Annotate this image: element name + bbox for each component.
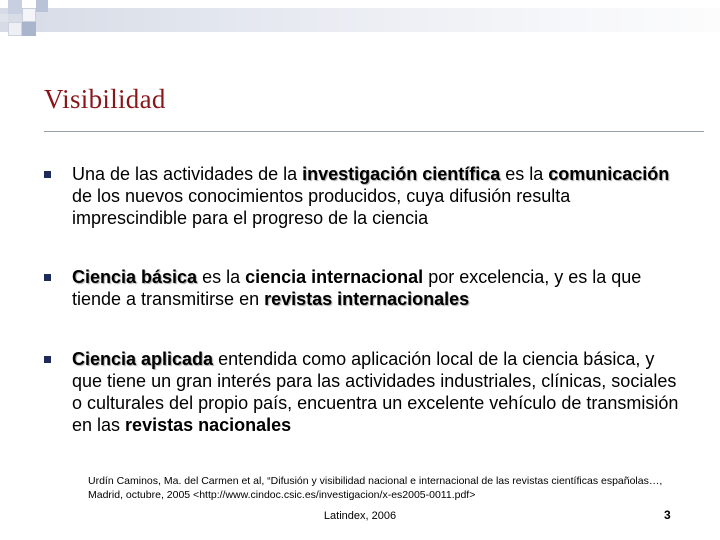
bullet-text <box>72 266 684 310</box>
bullet-text-bold: revistas nacionales <box>125 415 292 435</box>
square-bullet-icon <box>44 274 51 281</box>
bullet-text-emphasis: comunicación <box>548 164 670 184</box>
bullet-text <box>72 348 684 436</box>
header-decoration-band <box>0 8 720 32</box>
bullet-item-2 <box>44 266 684 310</box>
bullet-item-3 <box>44 348 684 436</box>
decoration-square <box>8 22 22 36</box>
page-number: 3 <box>664 508 671 522</box>
bullet-text-segment: por excelencia, y es la que tiende a transmitirse en <box>72 267 642 309</box>
bullet-text-segment: es la <box>197 267 246 287</box>
square-bullet-icon <box>44 171 51 178</box>
slide-title: Visibilidad <box>44 84 166 114</box>
decoration-square <box>22 22 36 36</box>
bullet-text-emphasis: Ciencia básica <box>72 267 198 287</box>
bullet-text <box>72 163 684 229</box>
bullet-text-bold: ciencia internacional <box>245 267 424 287</box>
bullet-item-1 <box>44 163 684 229</box>
citation-reference: Urdín Caminos, Ma. del Carmen et al, “Difusión y visibilidad nacional e internacional de las revistas científicas españolas…, Madrid, octubre, 2005 <http://www.cindoc.csic.es/investigacion/x-es2005-0011.pdf> <box>88 475 663 501</box>
slide-footer: Latindex, 2006 <box>323 510 397 522</box>
bullet-text-segment: entendida como aplicación local de la ciencia básica, y que tiene un gran interés para las actividades industriales, clínicas, sociales o culturales del propio país, encuentra un excelente vehículo de transmisión en las <box>72 349 679 435</box>
bullet-text-emphasis: revistas internacionales <box>264 289 470 309</box>
decoration-square <box>36 0 48 12</box>
bullet-text-emphasis: investigación científica <box>302 164 501 184</box>
bullet-text-segment: es la <box>500 164 549 184</box>
title-divider <box>44 131 704 132</box>
decoration-square <box>8 0 22 14</box>
bullet-text-emphasis: Ciencia aplicada <box>72 349 214 369</box>
decoration-square <box>22 8 36 22</box>
decoration-square <box>0 14 8 22</box>
bullet-text-segment: de los nuevos conocimientos producidos, cuya difusión resulta imprescindible para el progreso de la ciencia <box>72 186 571 228</box>
bullet-text-segment: Una de las actividades de la <box>72 164 303 184</box>
square-bullet-icon <box>44 356 51 363</box>
